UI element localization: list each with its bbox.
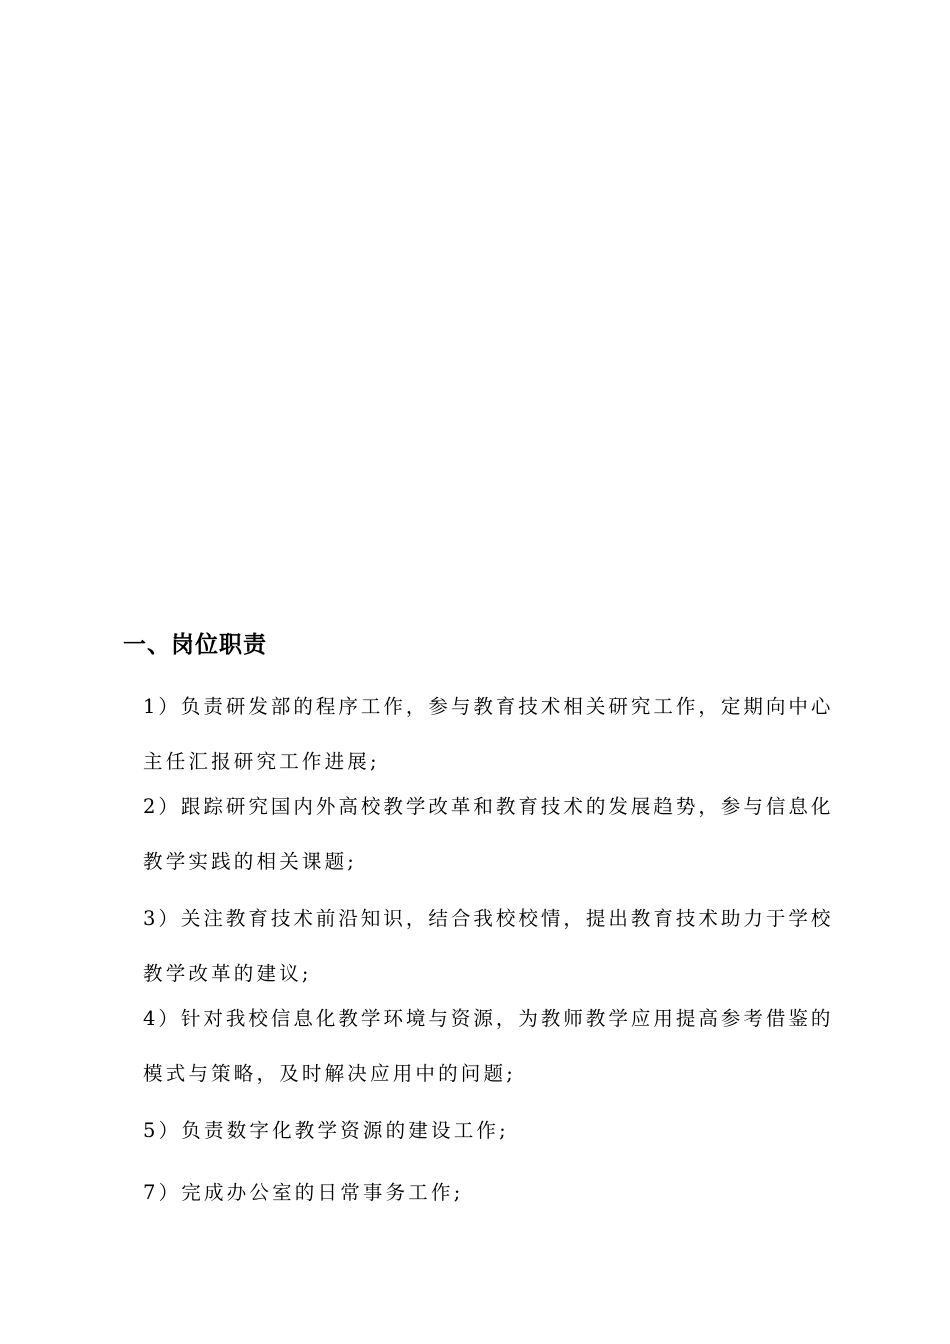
- duty-item-2: [143, 792, 833, 877]
- duty-item-5: [143, 1116, 833, 1146]
- duty-item-3-line-2: 教学改革的建议;: [143, 962, 312, 985]
- duty-item-1-line-1: 1）负责研发部的程序工作，参与教育技术相关研究工作，定期向中心: [143, 695, 834, 718]
- duty-item-1-line-2: 主任汇报研究工作进展;: [143, 750, 380, 773]
- duty-item-2-line-2: 教学实践的相关课题;: [143, 850, 358, 873]
- duty-item-3: [143, 904, 833, 989]
- duty-item-7-line-1: 7）完成办公室的日常事务工作;: [143, 1181, 464, 1204]
- duty-item-2-line-1: 2）跟踪研究国内外高校教学改革和教育技术的发展趋势，参与信息化: [143, 795, 834, 818]
- duty-item-4: [143, 1004, 833, 1089]
- duty-item-5-line-1: 5）负责数字化教学资源的建设工作;: [143, 1119, 509, 1142]
- duty-item-4-line-1: 4）针对我校信息化教学环境与资源，为教师教学应用提高参考借鉴的: [143, 1007, 834, 1030]
- duty-item-7: [143, 1178, 833, 1208]
- duty-item-3-line-1: 3）关注教育技术前沿知识，结合我校校情，提出教育技术助力于学校: [143, 907, 834, 930]
- duty-item-4-line-2: 模式与策略，及时解决应用中的问题;: [143, 1062, 516, 1085]
- section-heading: 一、岗位职责: [123, 632, 267, 658]
- duty-item-1: [143, 692, 833, 777]
